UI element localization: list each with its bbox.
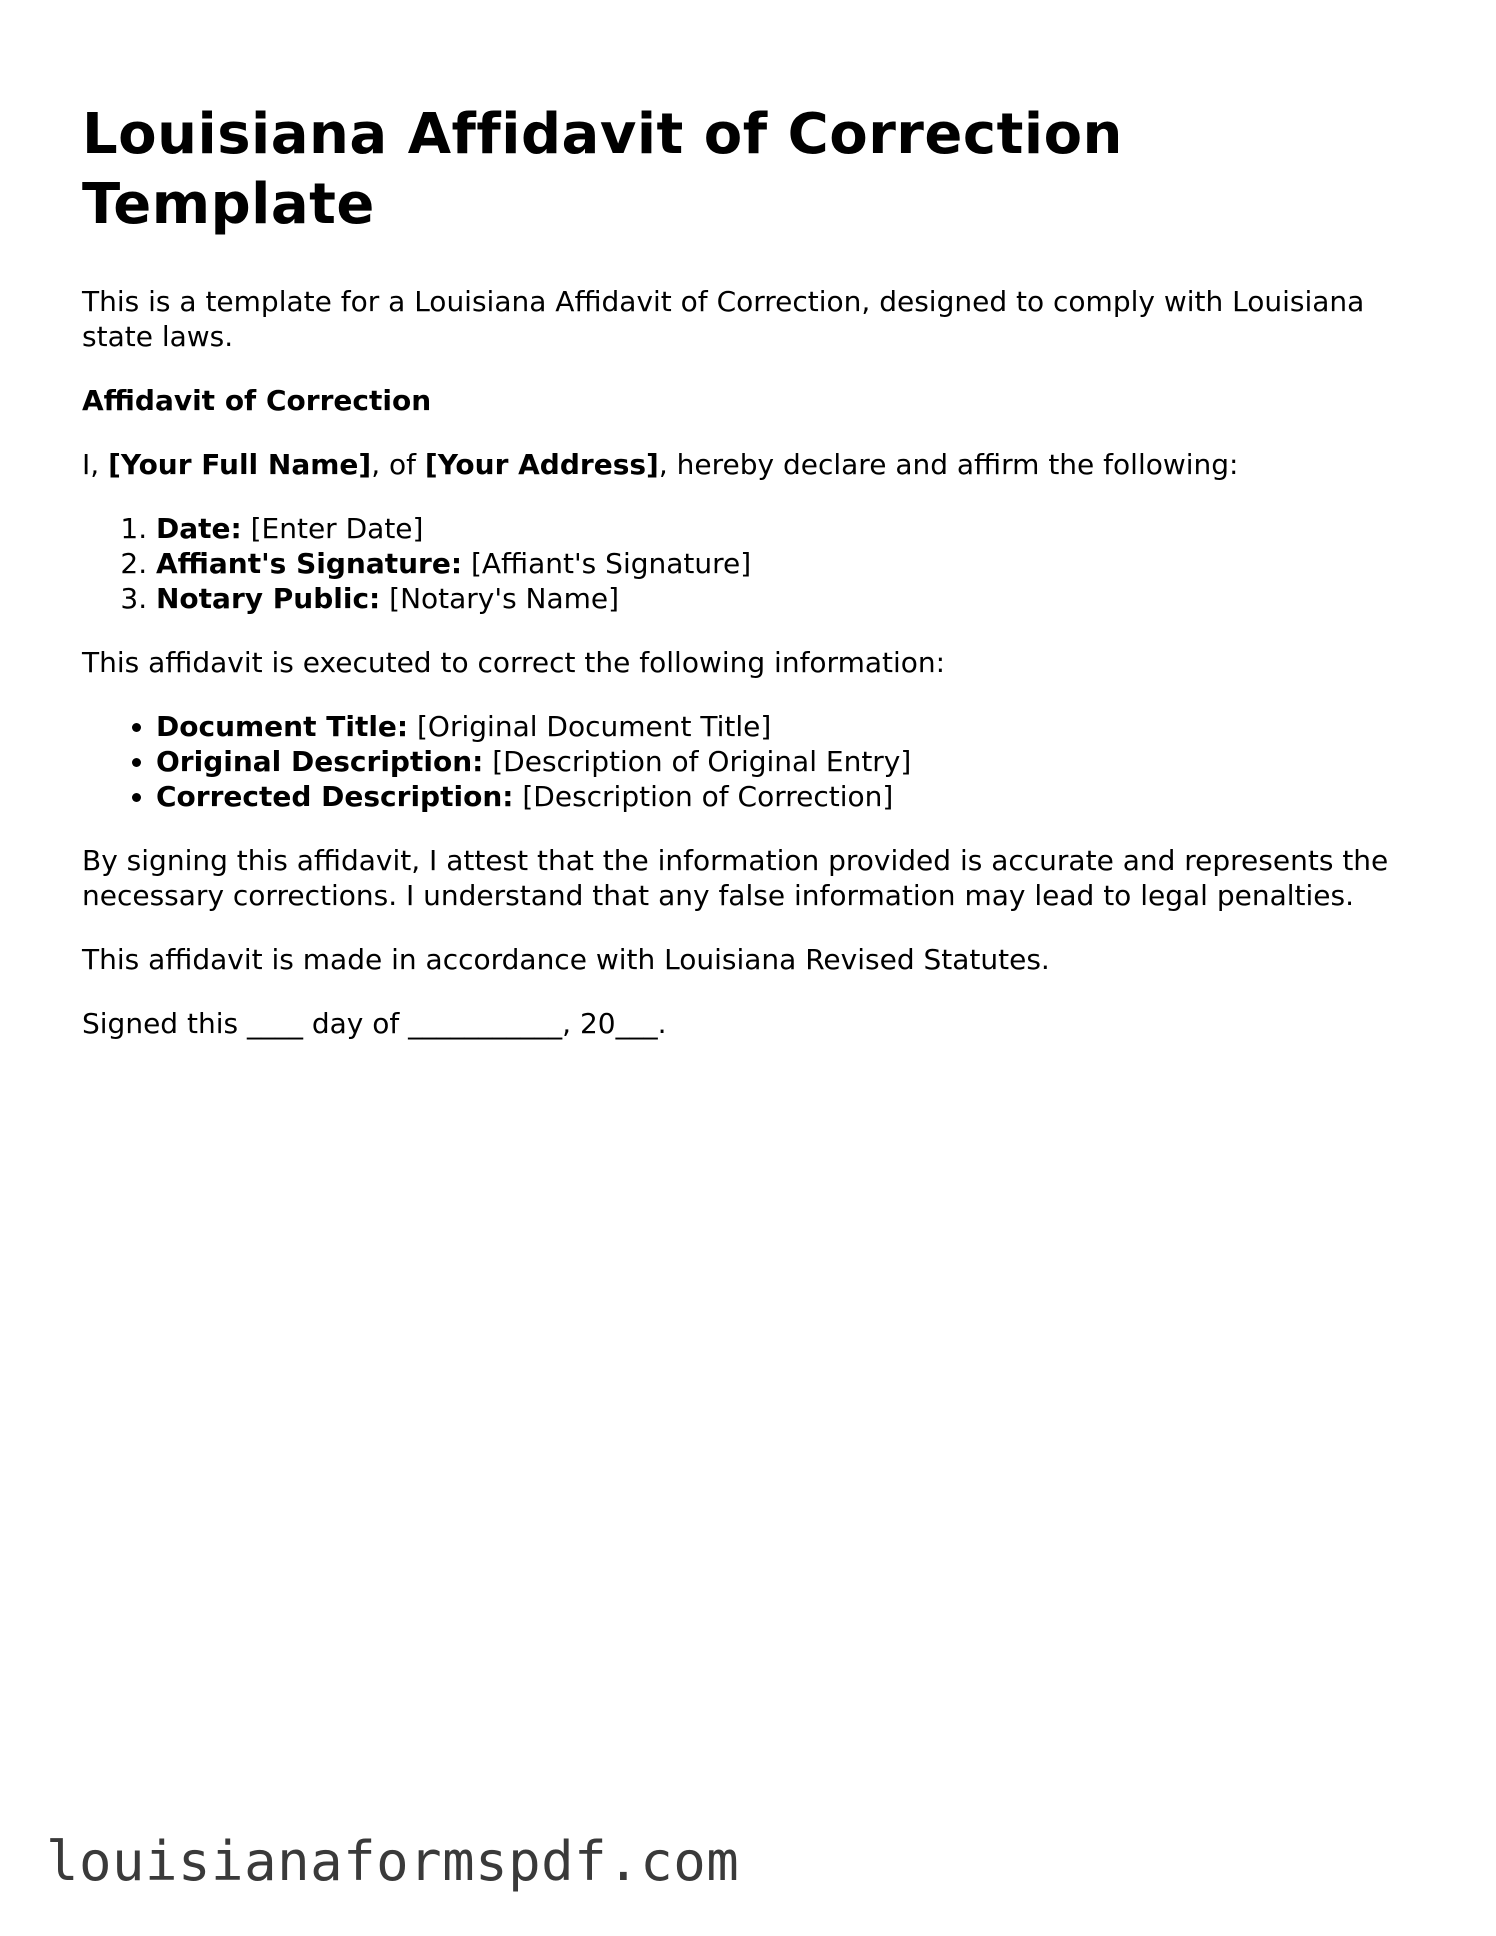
item-value: [Notary's Name] [380, 582, 620, 615]
list-item [156, 511, 1422, 546]
item-label: Notary Public: [156, 582, 381, 615]
intro-paragraph: This is a template for a Louisiana Affidavit of Correction, designed to comply with Louisiana state laws. [82, 285, 1365, 353]
site-watermark: louisianaformspdf.com [46, 1830, 740, 1893]
item-value: [Description of Original Entry] [483, 745, 912, 778]
declaration-paragraph [82, 447, 1422, 482]
item-label: Affiant's Signature: [156, 547, 463, 580]
list-item [156, 709, 1422, 744]
numbered-list [82, 511, 1422, 616]
item-value: [Description of Correction] [513, 780, 894, 813]
list-item [156, 546, 1422, 581]
list-item [156, 779, 1422, 814]
list-item [156, 581, 1422, 616]
attestation-paragraph: By signing this affidavit, I attest that the information provided is accurate and represents the necessary corrections. I understand that any false information may lead to legal penalties. [82, 844, 1389, 912]
item-value: [Original Document Title] [408, 710, 772, 743]
item-label: Corrected Description: [156, 780, 514, 813]
item-label: Original Description: [156, 745, 484, 778]
bullet-list [82, 709, 1422, 814]
list-item [156, 744, 1422, 779]
address-placeholder: [Your Address] [424, 448, 659, 481]
item-value: [Affiant's Signature] [462, 547, 752, 580]
statute-paragraph: This affidavit is made in accordance with Louisiana Revised Statutes. [82, 943, 1050, 976]
name-placeholder: [Your Full Name] [108, 448, 372, 481]
signed-line: Signed this ____ day of ___________, 20___. [82, 1007, 667, 1040]
item-label: Document Title: [156, 710, 409, 743]
item-value: [Enter Date] [241, 512, 424, 545]
declaration-suffix: , hereby declare and affirm the following: [658, 448, 1239, 481]
declaration-middle: , of [371, 448, 425, 481]
section-heading: Affidavit of Correction [82, 384, 432, 417]
item-label: Date: [156, 512, 242, 545]
correction-intro: This affidavit is executed to correct the following information: [82, 646, 946, 679]
document-page [82, 100, 1422, 1070]
declaration-prefix: I, [82, 448, 109, 481]
page-title: Louisiana Affidavit of Correction Template [82, 102, 1123, 237]
